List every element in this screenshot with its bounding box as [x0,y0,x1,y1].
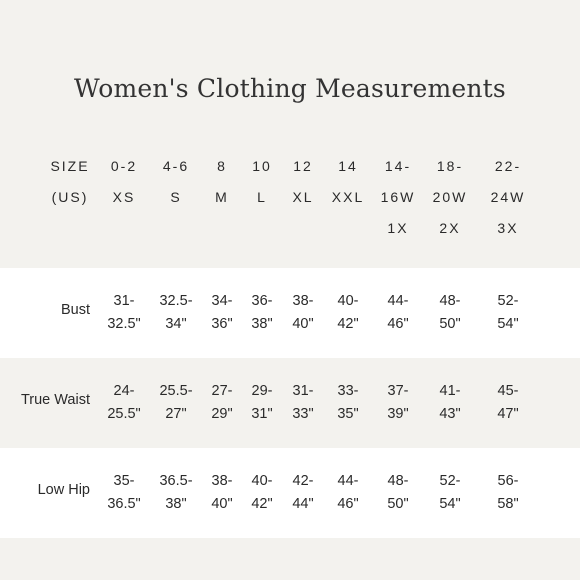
measurement-cell [497,290,518,336]
measurement-cell-line: 41- [439,383,461,399]
measurement-cell-line: 44" [292,496,314,512]
size-column-header-line: XXL [331,189,365,205]
measurement-cell-line: 36" [211,316,233,332]
measurement-cell-line: 46" [337,496,359,512]
size-column-header [332,151,364,213]
size-header-label [50,151,89,213]
measurement-cell-line: 42- [292,473,314,489]
measurement-cell [497,380,518,426]
measurement-cell [159,290,192,336]
size-column-header-line: L [257,189,267,205]
measurement-cell-line: 35- [113,473,135,489]
measurement-cell-line: 38- [211,473,233,489]
size-column-header-line: M [215,189,229,205]
size-column-header-line: 0-2 [110,158,138,174]
measurement-cell-line: 27" [165,406,187,422]
measurement-cell [107,380,140,426]
measurement-cell-line: 35" [337,406,359,422]
size-column-header [215,151,229,213]
size-column-header-line: 8 [217,158,227,174]
measurement-cell-line: 38" [165,496,187,512]
size-column-header-line: 22- [494,158,522,174]
measurement-cell-line: 31" [251,406,273,422]
measurement-cell-line: 31- [292,383,314,399]
size-column-header-line: 1X [387,220,409,236]
measurement-cell-line: 42" [251,496,273,512]
measurement-cell [292,470,313,516]
size-column-header-line: 18- [436,158,464,174]
measurement-cell [211,380,232,426]
size-column-header-line: 16W [380,189,416,205]
measurement-cell [251,290,272,336]
size-column-header [292,151,313,213]
size-column-header [491,151,526,244]
measurement-cell-line: 58" [497,496,519,512]
measurement-cell [337,470,358,516]
measurement-cell [159,470,192,516]
size-column-header-line: 10 [252,158,272,174]
measurement-cell [251,380,272,426]
size-column-header-line: 20W [432,189,468,205]
size-column-header-line: 2X [439,220,461,236]
measurement-cell-line: 52- [439,473,461,489]
measurement-cell-line: 36.5- [159,473,193,489]
size-column-header [381,151,416,244]
measurement-cell-line: 40" [211,496,233,512]
measurement-cell-line: 39" [387,406,409,422]
measurement-cell-line: 50" [439,316,461,332]
measurement-cell-line: 54" [497,316,519,332]
measurement-cell-line: 40- [251,473,273,489]
size-column-header [111,151,137,213]
measurement-cell [337,290,358,336]
measurement-cell-line: 32.5- [159,293,193,309]
measurement-cell-line: 38- [292,293,314,309]
size-header-label-line: (US) [51,189,89,205]
measurement-cell-line: 29" [211,406,233,422]
measurement-cell-line: 37- [387,383,409,399]
measurement-cell-line: 40" [292,316,314,332]
size-column-header-line: 14 [338,158,358,174]
measurement-cell [387,290,408,336]
size-column-header-line: S [170,189,182,205]
measurement-cell [292,380,313,426]
size-column-header-line: XS [112,189,136,205]
measurement-cell-line: 31- [113,293,135,309]
page-title: Women's Clothing Measurements [74,74,506,103]
measurement-cell-line: 27- [211,383,233,399]
measurement-cell-line: 33- [337,383,359,399]
measurement-cell-line: 25.5" [107,406,141,422]
measurement-cell-line: 34- [211,293,233,309]
row-label: Bust [60,302,90,318]
measurement-cell-line: 44- [337,473,359,489]
measurement-cell-line: 56- [497,473,519,489]
size-column-header-line: 14- [384,158,412,174]
measurement-cell-line: 52- [497,293,519,309]
measurement-cell [337,380,358,426]
measurement-cell-line: 43" [439,406,461,422]
measurement-cell [211,290,232,336]
measurement-cell [439,380,460,426]
measurement-cell-line: 36- [251,293,273,309]
measurement-cell-line: 40- [337,293,359,309]
size-column-header [252,151,272,213]
size-column-header-line: XL [292,189,314,205]
measurement-cell-line: 29- [251,383,273,399]
measurement-cell-line: 44- [387,293,409,309]
measurement-cell-line: 46" [387,316,409,332]
measurement-cell [439,470,460,516]
measurement-cell [387,380,408,426]
measurement-cell-line: 38" [251,316,273,332]
size-column-header [163,151,189,213]
measurement-cell-line: 24- [113,383,135,399]
measurement-cell [497,470,518,516]
size-column-header-line: 3X [497,220,519,236]
measurement-cell [107,470,140,516]
measurement-cell [439,290,460,336]
measurement-cell [251,470,272,516]
measurement-cell-line: 25.5- [159,383,193,399]
row-label: True Waist [20,392,90,408]
measurement-cell-line: 47" [497,406,519,422]
measurement-cell-line: 48- [387,473,409,489]
measurement-cell [107,290,140,336]
measurement-cell-line: 50" [387,496,409,512]
size-column-header-line: 4-6 [162,158,190,174]
measurement-cell [159,380,192,426]
measurement-cell-line: 54" [439,496,461,512]
row-label: Low Hip [37,482,90,498]
measurement-cell-line: 45- [497,383,519,399]
measurement-cell [211,470,232,516]
measurement-cell-line: 42" [337,316,359,332]
measurement-cell-line: 32.5" [107,316,141,332]
measurement-cell-line: 36.5" [107,496,141,512]
measurement-cell-line: 48- [439,293,461,309]
size-header-label-line: SIZE [50,158,90,174]
size-column-header-line: 24W [490,189,526,205]
measurement-cell-line: 34" [165,316,187,332]
size-column-header-line: 12 [293,158,313,174]
size-column-header [433,151,468,244]
measurement-cell-line: 33" [292,406,314,422]
measurement-cell [292,290,313,336]
measurement-cell [387,470,408,516]
